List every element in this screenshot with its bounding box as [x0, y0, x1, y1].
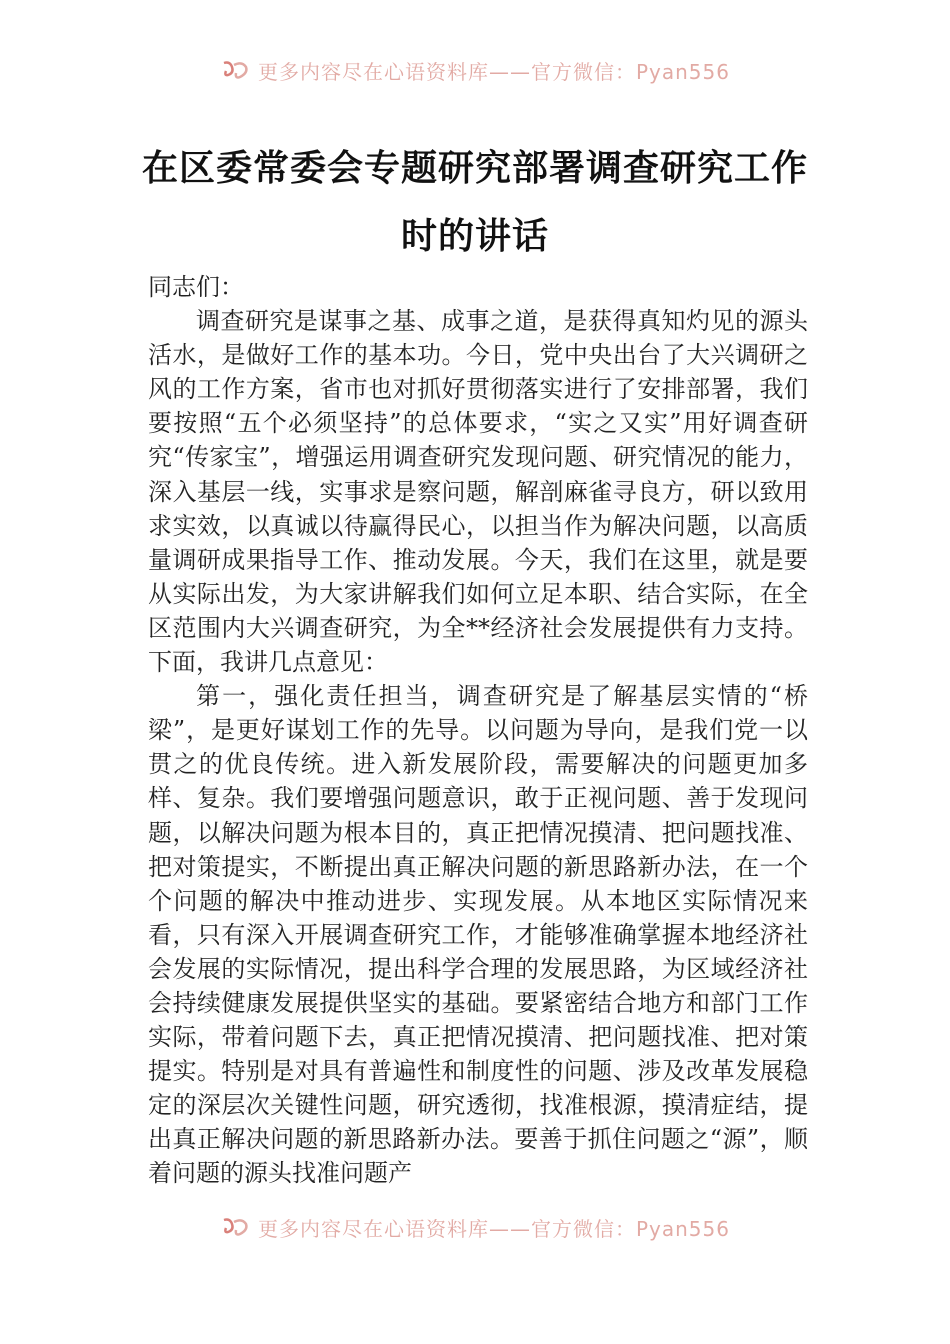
document-body — [148, 270, 808, 1191]
watermark-logo-icon — [220, 1216, 250, 1238]
paragraph-intro: 调查研究是谋事之基、成事之道，是获得真知灼见的源头活水，是做好工作的基本功。今日，党中央出台了大兴调研之风的工作方案，省市也对抓好贯彻落实进行了安排部署，我们要按照“五个必须坚持”的总体要求，“实之又实”用好调查研究“传家宝”，增强运用调查研究发现问题、研究情况的能力，深入基层一线，实事求是察问题，解剖麻雀寻良方，研以致用求实效，以真诚以待赢得民心，以担当作为解决问题，以高质量调研成果指导工作、推动发展。今天，我们在这里，就是要从实际出发，为大家讲解我们如何立足本职、结合实际，在全区范围内大兴调查研究，为全**经济社会发展提供有力支持。下面，我讲几点意见： — [148, 307, 808, 677]
watermark-footer — [0, 1207, 950, 1247]
paragraph-point-one: 第一，强化责任担当，调查研究是了解基层实情的“桥梁”，是更好谋划工作的先导。以问题为导向，是我们党一以贯之的优良传统。进入新发展阶段，需要解决的问题更加多样、复杂。我们要增强问题意识，敢于正视问题、善于发现问题，以解决问题为根本目的，真正把情况摸清、把问题找准、把对策提实，不断提出真正解决问题的新思路新办法，在一个个问题的解决中推动进步、实现发展。从本地区实际情况来看，只有深入开展调查研究工作，才能够准确掌握本地经济社会发展的实际情况，提出科学合理的发展思路，为区域经济社会持续健康发展提供坚实的基础。要紧密结合地方和部门工作实际，带着问题下去，真正把情况摸清、把问题找准、把对策提实。特别是对具有普遍性和制度性的问题、涉及改革发展稳定的深层次关键性问题，研究透彻，找准根源，摸清症结，提出真正解决问题的新思路新办法。要善于抓住问题之“源”，顺着问题的源头找准问题产 — [148, 682, 808, 1188]
watermark-text: 更多内容尽在心语资料库——官方微信：Pyan556 — [257, 1216, 730, 1241]
watermark-header — [0, 50, 950, 90]
watermark-logo-icon — [220, 59, 250, 81]
document-title-line-1: 在区委常委会专题研究部署调查研究工作 — [141, 147, 808, 189]
document-title-line-2: 时的讲话 — [400, 215, 549, 257]
watermark-text: 更多内容尽在心语资料库——官方微信：Pyan556 — [257, 59, 730, 84]
salutation: 同志们： — [148, 273, 244, 301]
